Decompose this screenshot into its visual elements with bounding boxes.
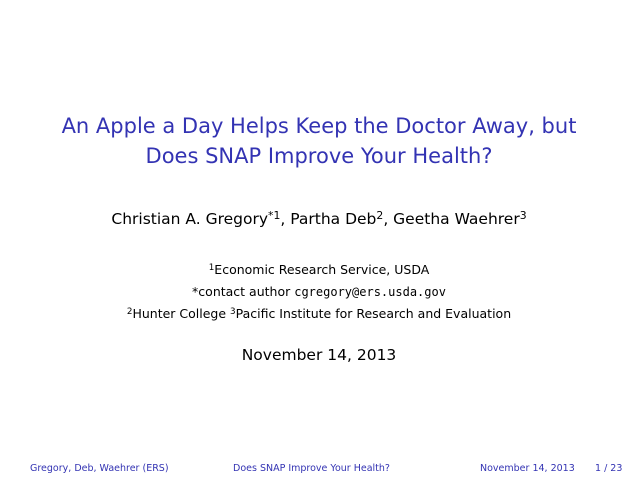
title-line-1: An Apple a Day Helps Keep the Doctor Away, but bbox=[61, 114, 577, 138]
footer-title: Does SNAP Improve Your Health? bbox=[233, 463, 390, 474]
author-mark: 2 bbox=[376, 209, 384, 223]
author-list: Christian A. Gregory$^{*1}$, Partha Deb$^2$, Geetha Waehrer$^3$ bbox=[111, 209, 527, 228]
slide-title bbox=[0, 111, 638, 171]
contact-label: *contact author bbox=[192, 284, 291, 299]
affiliation-mark: 2 bbox=[126, 307, 133, 318]
author-name: Partha Deb bbox=[290, 210, 377, 228]
contact-email: cgregory@ers.usda.gov bbox=[294, 285, 446, 299]
affiliation-text: Economic Research Service, USDA bbox=[214, 262, 430, 277]
author-name: Geetha Waehrer bbox=[393, 210, 520, 228]
title-line-2: Does SNAP Improve Your Health? bbox=[145, 144, 493, 168]
author-mark: *1 bbox=[268, 209, 281, 223]
presentation-date: November 14, 2013 bbox=[241, 346, 397, 364]
affiliation-ers bbox=[0, 262, 638, 278]
affiliation-mark: 3 bbox=[230, 307, 236, 318]
affiliation-hunter-pire bbox=[0, 306, 638, 322]
footer-page-number: 1 / 23 bbox=[595, 463, 623, 474]
slide-footer bbox=[0, 458, 638, 479]
contact-author bbox=[0, 284, 638, 300]
affiliation-mark: 1 bbox=[208, 263, 215, 274]
affiliation-text: Hunter College bbox=[132, 306, 227, 321]
author-name: Christian A. Gregory bbox=[111, 210, 269, 228]
author-mark: 3 bbox=[519, 209, 527, 223]
footer-authors: Gregory, Deb, Waehrer (ERS) bbox=[30, 463, 169, 474]
affiliation-text: Pacific Institute for Research and Evaluation bbox=[235, 306, 512, 321]
footer-date: November 14, 2013 bbox=[480, 463, 575, 474]
